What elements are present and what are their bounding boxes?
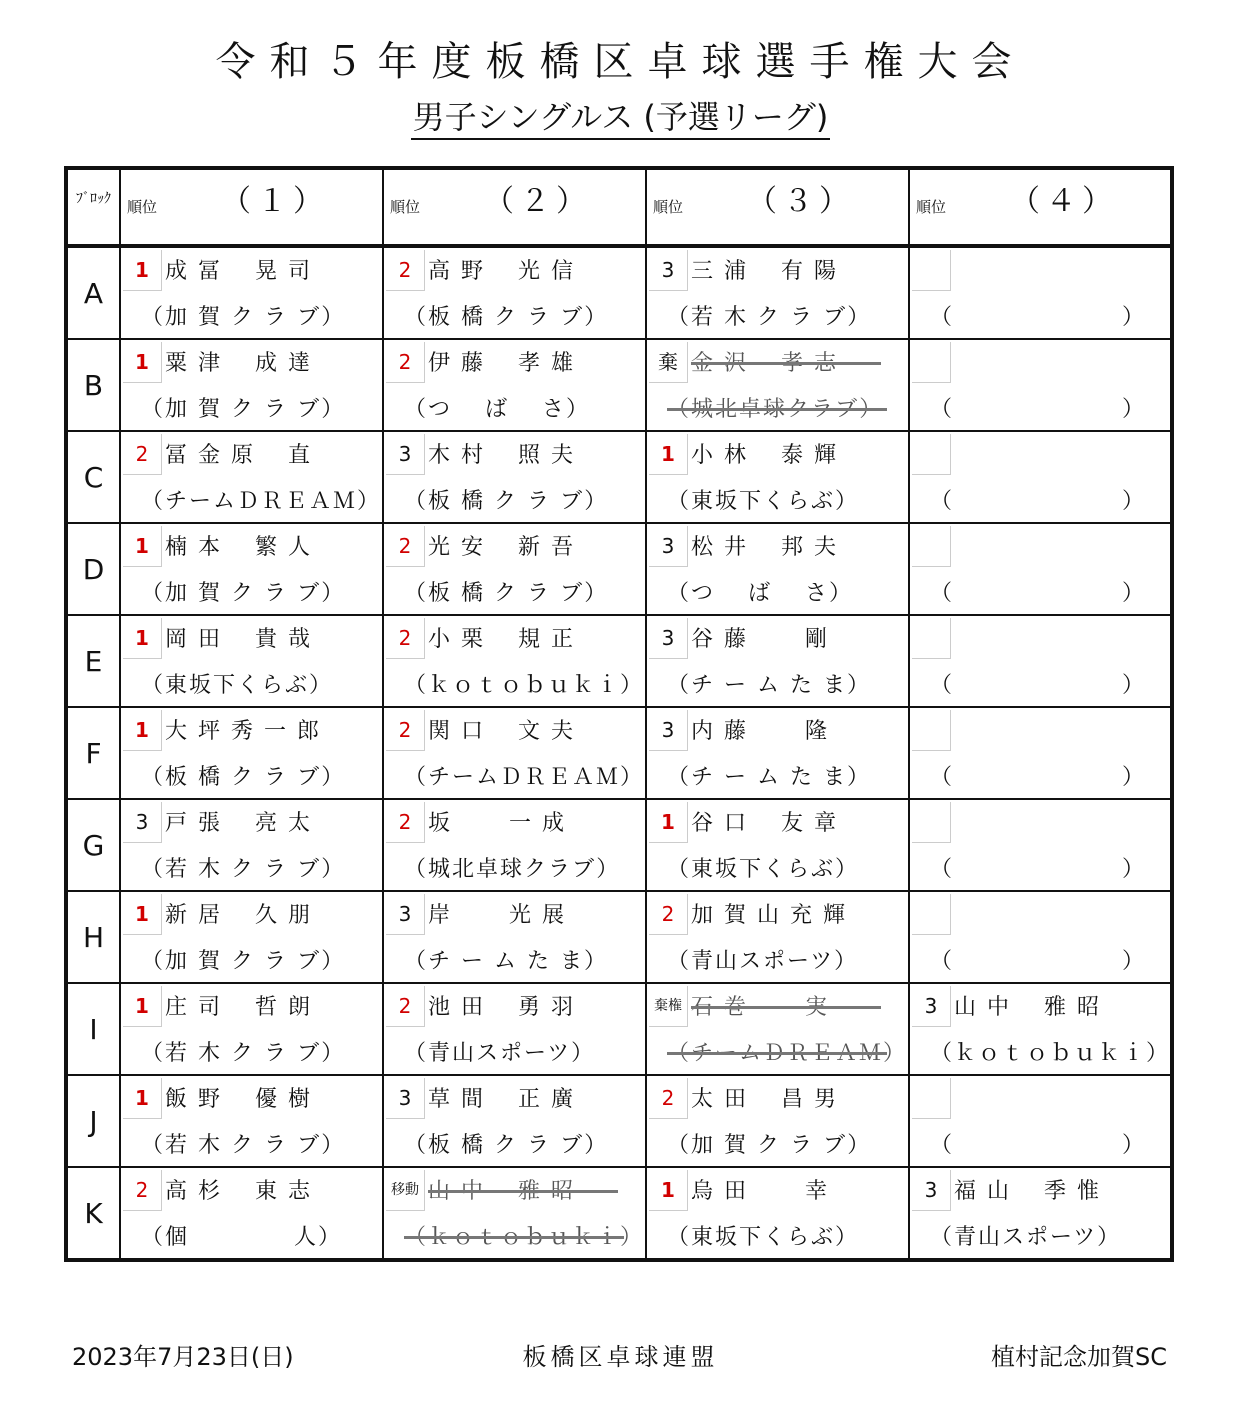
player-club: （つ ば さ） <box>404 397 590 422</box>
group-label: （２） <box>484 184 592 219</box>
player-cell <box>646 983 909 1075</box>
player-name: 小 栗 規 正 <box>428 627 575 652</box>
rank-box: 3 <box>386 1078 425 1119</box>
player-name: 伊 藤 孝 雄 <box>428 351 575 376</box>
group-header <box>909 168 1172 246</box>
player-cell <box>383 1075 646 1167</box>
footer-venue: 植村記念加賀SC <box>991 1343 1167 1371</box>
player-cell <box>383 891 646 983</box>
block-row <box>66 1167 1172 1260</box>
player-cell <box>120 799 383 891</box>
player-name: 飯 野 優 樹 <box>165 1087 312 1112</box>
rank-box: 2 <box>386 986 425 1027</box>
player-name: 小 林 泰 輝 <box>691 443 838 468</box>
player-club: （青山スポーツ） <box>667 949 859 974</box>
player-cell <box>383 339 646 431</box>
rank-box: 3 <box>123 802 162 843</box>
rank-box: 2 <box>386 618 425 659</box>
block-label: J <box>66 1075 120 1167</box>
player-club: （ ） <box>930 1133 1147 1158</box>
block-row <box>66 1075 1172 1167</box>
block-label: I <box>66 983 120 1075</box>
player-club: （ｋｏｔｏｂｕｋｉ） <box>404 1220 644 1251</box>
player-cell <box>120 339 383 431</box>
rank-box: 2 <box>386 802 425 843</box>
player-cell <box>909 339 1172 431</box>
player-club: （個 人） <box>141 1225 342 1250</box>
league-table <box>64 166 1174 1262</box>
rank-box: 1 <box>649 802 688 843</box>
rank-box <box>912 526 951 567</box>
page-subtitle <box>0 92 1241 138</box>
player-cell <box>909 983 1172 1075</box>
player-club: （ ） <box>930 765 1147 790</box>
player-cell <box>383 707 646 799</box>
player-name: 戸 張 亮 太 <box>165 811 312 836</box>
group-header <box>383 168 646 246</box>
rank-box: 3 <box>649 526 688 567</box>
player-name: 草 間 正 廣 <box>428 1087 575 1112</box>
player-club: （青山スポーツ） <box>404 1041 596 1066</box>
player-club: （ｋｏｔｏｂｕｋｉ） <box>930 1041 1171 1066</box>
block-label: K <box>66 1167 120 1260</box>
rank-box: 2 <box>386 250 425 291</box>
rank-box: 2 <box>386 526 425 567</box>
player-club: （板 橋 ク ラ ブ） <box>404 581 609 606</box>
player-club: （東坂下くらぶ） <box>141 673 334 698</box>
player-cell <box>646 615 909 707</box>
player-name: 粟 津 成 達 <box>165 351 312 376</box>
player-name: 谷 口 友 章 <box>691 811 838 836</box>
rank-box: 2 <box>386 342 425 383</box>
player-name: 山 中 雅 昭 <box>954 995 1101 1020</box>
player-club: （チ ー ム た ま） <box>404 949 608 974</box>
block-label: H <box>66 891 120 983</box>
player-club: （加 賀 ク ラ ブ） <box>141 581 346 606</box>
rank-box: 3 <box>386 434 425 475</box>
player-name: 岸 光 展 <box>428 903 566 928</box>
player-name: 山 中 雅 昭 <box>428 1174 638 1205</box>
player-name: 大 坪 秀 一 郎 <box>165 719 321 744</box>
rank-box: 3 <box>912 1170 951 1211</box>
player-cell <box>909 707 1172 799</box>
rank-box: 1 <box>123 986 162 1027</box>
player-cell <box>383 1167 646 1260</box>
player-cell <box>383 799 646 891</box>
player-club: （板 橋 ク ラ ブ） <box>141 765 346 790</box>
player-cell <box>909 891 1172 983</box>
rank-box: 1 <box>123 250 162 291</box>
rank-box: 2 <box>123 1170 162 1211</box>
block-header: ﾌﾞﾛｯｸ <box>66 168 120 246</box>
player-name: 池 田 勇 羽 <box>428 995 575 1020</box>
block-row <box>66 339 1172 431</box>
rank-box: 移動 <box>386 1170 425 1211</box>
rank-box <box>912 434 951 475</box>
player-cell <box>120 1167 383 1260</box>
group-label: （４） <box>1010 184 1118 219</box>
rank-box: 3 <box>386 894 425 935</box>
player-club: （板 橋 ク ラ ブ） <box>404 1133 609 1158</box>
rank-box <box>912 250 951 291</box>
player-club: （東坂下くらぶ） <box>667 857 860 882</box>
block-label: B <box>66 339 120 431</box>
player-name: 高 野 光 信 <box>428 259 575 284</box>
player-name: 高 杉 東 志 <box>165 1179 312 1204</box>
player-club: （加 賀 ク ラ ブ） <box>141 305 346 330</box>
block-label: F <box>66 707 120 799</box>
player-club: （若 木 ク ラ ブ） <box>141 1041 346 1066</box>
block-row <box>66 707 1172 799</box>
player-club: （加 賀 ク ラ ブ） <box>141 949 346 974</box>
rank-box: 棄 <box>649 342 688 383</box>
rank-box <box>912 802 951 843</box>
rank-box: 3 <box>649 250 688 291</box>
player-club: （チームＤＲＥＡＭ） <box>404 765 645 790</box>
player-club: （若 木 ク ラ ブ） <box>141 857 346 882</box>
rank-box <box>912 1078 951 1119</box>
player-cell <box>383 615 646 707</box>
rank-box: 1 <box>123 342 162 383</box>
group-header <box>646 168 909 246</box>
player-name: 新 居 久 朋 <box>165 903 312 928</box>
player-club: （ ） <box>930 305 1147 330</box>
rank-box: 3 <box>912 986 951 1027</box>
player-name: 成 冨 晃 司 <box>165 259 312 284</box>
player-cell <box>646 1075 909 1167</box>
player-cell <box>909 615 1172 707</box>
player-club: （チ ー ム た ま） <box>667 673 871 698</box>
player-name: 加 賀 山 充 輝 <box>691 903 847 928</box>
block-row <box>66 799 1172 891</box>
rank-box: 1 <box>123 1078 162 1119</box>
player-club: （城北卓球クラブ） <box>667 392 907 423</box>
group-label: （３） <box>747 184 855 219</box>
player-name: 関 口 文 夫 <box>428 719 575 744</box>
player-name: 岡 田 貴 哉 <box>165 627 312 652</box>
rank-box <box>912 342 951 383</box>
rank-label: 順位 <box>390 198 421 216</box>
player-cell <box>120 1075 383 1167</box>
rank-label: 順位 <box>653 198 684 216</box>
rank-box <box>912 618 951 659</box>
rank-box: 2 <box>649 894 688 935</box>
rank-box: 1 <box>123 710 162 751</box>
subtitle-text: 男子シングルス (予選リーグ) <box>411 98 831 140</box>
block-label: E <box>66 615 120 707</box>
player-club: （ ） <box>930 857 1147 882</box>
player-cell <box>909 799 1172 891</box>
player-cell <box>646 523 909 615</box>
block-row <box>66 615 1172 707</box>
player-cell <box>646 246 909 339</box>
footer-organizer: 板橋区卓球連盟 <box>522 1343 719 1371</box>
player-name: 福 山 季 惟 <box>954 1179 1101 1204</box>
player-name: 冨 金 原 直 <box>165 443 312 468</box>
rank-box: 1 <box>123 894 162 935</box>
player-cell <box>646 891 909 983</box>
player-club: （ ） <box>930 397 1147 422</box>
player-club: （若 木 ク ラ ブ） <box>141 1133 346 1158</box>
rank-box: 1 <box>649 434 688 475</box>
player-club: （加 賀 ク ラ ブ） <box>667 1133 872 1158</box>
player-cell <box>909 246 1172 339</box>
rank-box <box>912 710 951 751</box>
player-cell <box>383 523 646 615</box>
block-row <box>66 523 1172 615</box>
player-name: 松 井 邦 夫 <box>691 535 838 560</box>
player-name: 太 田 昌 男 <box>691 1087 838 1112</box>
player-name: 庄 司 哲 朗 <box>165 995 312 1020</box>
player-club: （チ ー ム た ま） <box>667 765 871 790</box>
player-cell <box>120 615 383 707</box>
player-club: （ ） <box>930 673 1147 698</box>
block-row <box>66 246 1172 339</box>
player-cell <box>383 983 646 1075</box>
player-cell <box>120 707 383 799</box>
block-label: A <box>66 246 120 339</box>
player-cell <box>120 891 383 983</box>
player-cell <box>646 707 909 799</box>
player-name: 木 村 照 夫 <box>428 443 575 468</box>
league-body <box>66 246 1172 1260</box>
player-club: （板 橋 ク ラ ブ） <box>404 305 609 330</box>
block-label: G <box>66 799 120 891</box>
player-cell <box>909 1075 1172 1167</box>
player-name: 石 巻 実 <box>691 990 901 1021</box>
player-cell <box>120 523 383 615</box>
player-name: 烏 田 幸 <box>691 1179 829 1204</box>
rank-box: 1 <box>649 1170 688 1211</box>
block-row <box>66 983 1172 1075</box>
player-club: （チームＤＲＥＡＭ） <box>667 1036 907 1067</box>
player-club: （ ） <box>930 949 1147 974</box>
player-cell <box>120 246 383 339</box>
player-club: （板 橋 ク ラ ブ） <box>404 489 609 514</box>
player-cell <box>120 431 383 523</box>
rank-box: 2 <box>386 710 425 751</box>
player-cell <box>646 431 909 523</box>
block-label: C <box>66 431 120 523</box>
block-row <box>66 431 1172 523</box>
rank-box: 1 <box>123 526 162 567</box>
player-club: （加 賀 ク ラ ブ） <box>141 397 346 422</box>
player-name: 谷 藤 剛 <box>691 627 829 652</box>
player-club: （ ） <box>930 581 1147 606</box>
player-cell <box>909 1167 1172 1260</box>
block-label: D <box>66 523 120 615</box>
rank-box: 2 <box>123 434 162 475</box>
player-club: （東坂下くらぶ） <box>667 489 860 514</box>
player-name: 金 沢 孝 志 <box>691 346 901 377</box>
player-name: 内 藤 隆 <box>691 719 829 744</box>
player-club: （青山スポーツ） <box>930 1225 1122 1250</box>
rank-box: 2 <box>649 1078 688 1119</box>
player-cell <box>909 431 1172 523</box>
footer-date: 2023年7月23日(日) <box>72 1343 294 1371</box>
player-cell <box>646 799 909 891</box>
player-name: 光 安 新 吾 <box>428 535 575 560</box>
group-label: （１） <box>221 184 329 219</box>
player-club: （ ） <box>930 489 1147 514</box>
rank-box: 1 <box>123 618 162 659</box>
player-club: （つ ば さ） <box>667 581 853 606</box>
player-cell <box>383 431 646 523</box>
rank-label: 順位 <box>127 198 158 216</box>
player-name: 坂 一 成 <box>428 811 566 836</box>
player-cell <box>120 983 383 1075</box>
player-cell <box>383 246 646 339</box>
player-name: 三 浦 有 陽 <box>691 259 838 284</box>
rank-box: 3 <box>649 618 688 659</box>
rank-box: 3 <box>649 710 688 751</box>
player-club: （チームＤＲＥＡＭ） <box>141 489 382 514</box>
player-cell <box>909 523 1172 615</box>
block-row <box>66 891 1172 983</box>
rank-label: 順位 <box>916 198 947 216</box>
page-title: 令和５年度板橋区卓球選手権大会 <box>215 39 1026 85</box>
player-club: （若 木 ク ラ ブ） <box>667 305 872 330</box>
header-row <box>66 168 1172 246</box>
rank-box <box>912 894 951 935</box>
player-name: 楠 本 繁 人 <box>165 535 312 560</box>
group-header <box>120 168 383 246</box>
player-cell <box>646 1167 909 1260</box>
player-club: （城北卓球クラブ） <box>404 857 621 882</box>
player-club: （ｋｏｔｏｂｕｋｉ） <box>404 673 645 698</box>
player-club: （東坂下くらぶ） <box>667 1225 860 1250</box>
rank-box: 棄権 <box>649 986 688 1027</box>
player-cell <box>646 339 909 431</box>
